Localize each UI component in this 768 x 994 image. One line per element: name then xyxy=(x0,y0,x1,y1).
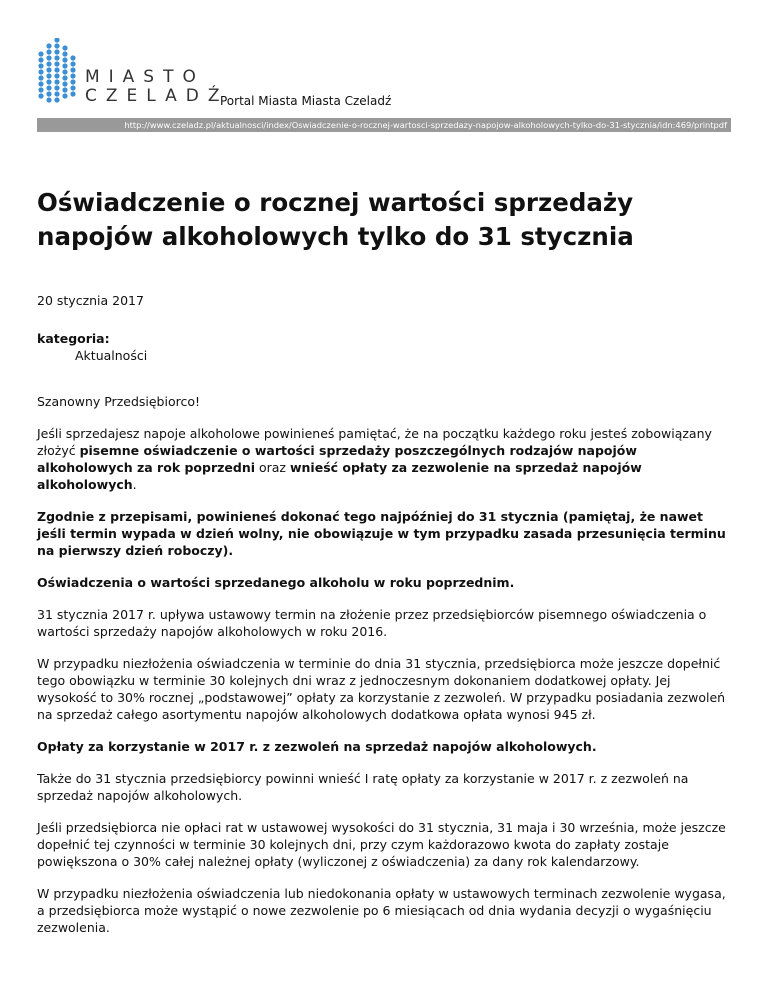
category-value: Aktualności xyxy=(75,348,148,363)
logo-dot xyxy=(54,67,59,72)
text-span: Jeśli sprzedajesz napoje alkoholowe powinieneś pamiętać, że na początku każdego roku jesteś zobowiązany złożyć xyxy=(37,426,712,458)
article xyxy=(37,186,731,951)
article-body xyxy=(37,393,731,936)
paragraph-statement-late: W przypadku niezłożenia oświadczenia w terminie do dnia 31 stycznia, przedsiębiorca może jeszcze dopełnić tego obowiązku w terminie 30 kolejnych dni wraz z jednoczesnym dokonaniem dodatkowej opłaty. Jej wysokość to 30% rocznej „podstawowej” opłaty za korzystanie z zezwoleń. W przypadku posiadania zezwoleń na sprzedaż całego asortymentu napojów alkoholowych dodatkowa opłata wynosi 945 zł. xyxy=(37,656,726,722)
logo-line-2: CZELADŹ xyxy=(85,86,229,106)
logo-dot xyxy=(54,55,59,60)
logo-dot xyxy=(70,67,75,72)
bold-span: pisemne oświadczenie o wartości sprzedaży poszczególnych rodzajów napojów alkoholowych za rok poprzedni xyxy=(37,443,637,475)
logo-dot xyxy=(70,73,75,78)
logo-dot xyxy=(38,63,43,68)
logo-dot xyxy=(70,85,75,90)
logo-dot xyxy=(46,49,51,54)
portal-name: Portal Miasta Miasta Czeladź xyxy=(220,94,392,108)
logo-dot xyxy=(70,55,75,60)
logo-dot xyxy=(54,79,59,84)
logo-dot xyxy=(54,97,59,102)
logo-dot xyxy=(54,38,59,43)
heading-fees xyxy=(37,738,731,755)
source-url-bar xyxy=(37,118,731,132)
logo-dot xyxy=(54,73,59,78)
source-url: http://www.czeladz.pl/aktualnosci/index/Oswiadczenie-o-rocznej-wartosci-sprzedazy-napojow-alkoholowych-tylko-do-31-stycznia/idn:469/printpdf xyxy=(124,120,727,130)
greeting: Szanowny Przedsiębiorco! xyxy=(37,394,201,409)
logo-wordmark xyxy=(85,68,228,106)
logo-dot xyxy=(46,61,51,66)
logo-dot xyxy=(38,75,43,80)
logo-dot xyxy=(38,87,43,92)
logo-line-1: MIASTO xyxy=(85,67,205,87)
paragraph-deadline xyxy=(37,508,731,559)
text-span: . xyxy=(132,477,137,492)
logo-dot xyxy=(62,57,67,62)
paragraph-intro xyxy=(37,425,731,493)
logo-dot xyxy=(38,81,43,86)
logo-dot xyxy=(38,51,43,56)
logo-dot xyxy=(54,61,59,66)
logo-dot xyxy=(70,61,75,66)
bold-span: Opłaty za korzystanie w 2017 r. z zezwoleń na sprzedaż napojów alkoholowych. xyxy=(37,739,597,754)
paragraph-fees-late: Jeśli przedsiębiorca nie opłaci rat w ustawowej wysokości do 31 stycznia, 31 maja i 30 września, może jeszcze dopełnić tej czynności w terminie 30 kolejnych dni, przy czym każdorazowo kwota do zapłaty zostaje powiększona o 30% całej należnej opłaty (wyliczonej z oświadczenia) za dany rok kalendarzowy. xyxy=(37,820,726,869)
logo-dot xyxy=(62,69,67,74)
logo-dot xyxy=(46,73,51,78)
logo-dot xyxy=(62,87,67,92)
text-span: oraz xyxy=(255,460,290,475)
logo-dot xyxy=(62,93,67,98)
logo-dot xyxy=(46,97,51,102)
logo-dot xyxy=(46,43,51,48)
bold-span: Oświadczenia o wartości sprzedanego alkoholu w roku poprzednim. xyxy=(37,575,515,590)
logo-dot xyxy=(54,85,59,90)
logo-dot xyxy=(62,75,67,80)
bold-span: wnieść opłaty za zezwolenie na sprzedaż napojów alkoholowych xyxy=(37,460,642,492)
logo-dot xyxy=(70,79,75,84)
logo-dot xyxy=(62,63,67,68)
logo-dot xyxy=(46,91,51,96)
logo-dot xyxy=(38,57,43,62)
logo-dot xyxy=(46,85,51,90)
paragraph-fees-installment: Także do 31 stycznia przedsiębiorcy powinni wnieść I ratę opłaty za korzystanie w 2017 r. z zezwoleń na sprzedaż napojów alkoholowych. xyxy=(37,771,689,803)
article-title: Oświadczenie o rocznej wartości sprzedaży napojów alkoholowych tylko do 31 stycznia xyxy=(37,188,634,251)
category-label: kategoria: xyxy=(37,331,110,346)
logo-dot xyxy=(54,91,59,96)
heading-statement xyxy=(37,574,731,591)
article-date: 20 stycznia 2017 xyxy=(37,293,144,308)
paragraph-expiry: W przypadku niezłożenia oświadczenia lub niedokonania opłaty w ustawowych terminach zezwolenie wygasa, a przedsiębiorca może wystąpić o nowe zezwolenie po 6 miesiącach od dnia wydania decyzji o wygaśnięciu zezwolenia. xyxy=(37,886,726,935)
page-header xyxy=(37,38,731,130)
logo-dot xyxy=(38,93,43,98)
logo-dot xyxy=(38,69,43,74)
logo-dot xyxy=(46,79,51,84)
logo-dot xyxy=(62,81,67,86)
city-logo-icon xyxy=(37,38,77,106)
logo-dot xyxy=(70,91,75,96)
logo-dot xyxy=(46,67,51,72)
logo-dot xyxy=(46,55,51,60)
logo-dot xyxy=(62,51,67,56)
logo-dot xyxy=(54,49,59,54)
paragraph-statement-deadline: 31 stycznia 2017 r. upływa ustawowy termin na złożenie przez przedsiębiorców pisemnego oświadczenia o wartości sprzedaży napojów alkoholowych w roku 2016. xyxy=(37,607,707,639)
bold-span: Zgodnie z przepisami, powinieneś dokonać tego najpóźniej do 31 stycznia (pamiętaj, że nawet jeśli termin wypada w dzień wolny, nie obowiązuje w tym przypadku zasada przesunięcia terminu na pierwszy dzień roboczy). xyxy=(37,509,726,558)
logo-dot xyxy=(54,43,59,48)
logo-dot xyxy=(62,45,67,50)
